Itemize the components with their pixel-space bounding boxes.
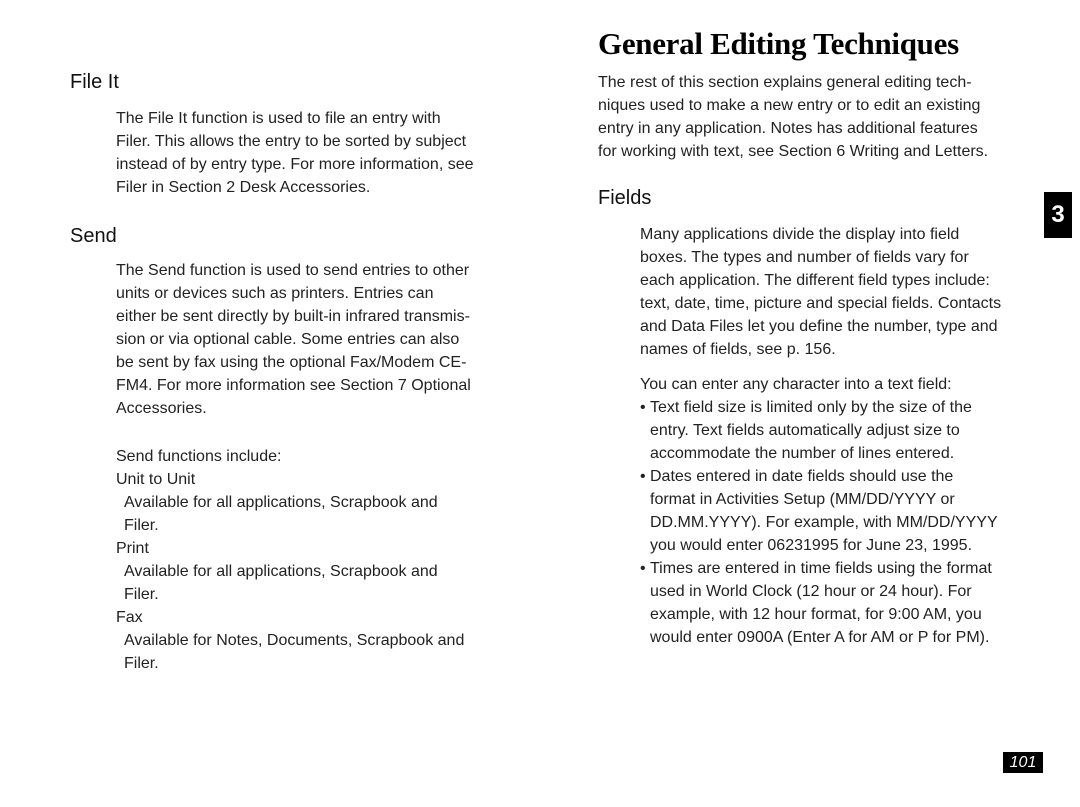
bullet-item xyxy=(640,557,998,649)
section-tab: 3 xyxy=(1044,192,1072,238)
text-line: boxes. The types and number of fields vary for xyxy=(640,249,969,266)
send-function-description: Filer. xyxy=(124,517,159,534)
text-line: and Data Files let you define the number, type and xyxy=(640,318,998,335)
text-line: The rest of this section explains general editing tech- xyxy=(598,74,972,91)
send-function-name: Print xyxy=(116,540,149,557)
send-function-description: Available for all applications, Scrapbook and xyxy=(124,494,438,511)
intro-paragraph xyxy=(598,71,988,163)
text-line: names of fields, see p. 156. xyxy=(640,341,836,358)
page-title: General Editing Techniques xyxy=(598,26,959,61)
bullet-icon: • xyxy=(640,468,646,485)
send-paragraph xyxy=(116,259,471,420)
enter-intro: You can enter any character into a text field: xyxy=(640,376,952,393)
text-line: Accessories. xyxy=(116,400,207,417)
text-line: sion or via optional cable. Some entries can also xyxy=(116,331,460,348)
text-line: The Send function is used to send entries to other xyxy=(116,262,470,279)
send-functions-list xyxy=(116,445,464,675)
text-line: used in World Clock (12 hour or 24 hour). For xyxy=(650,583,972,600)
file-it-heading: File It xyxy=(70,71,119,93)
text-line: accommodate the number of lines entered. xyxy=(650,445,955,462)
file-it-paragraph xyxy=(116,107,474,199)
text-line: entry in any application. Notes has additional features xyxy=(598,120,978,137)
text-line: Filer in Section 2 Desk Accessories. xyxy=(116,179,371,196)
text-line: The File It function is used to file an entry with xyxy=(116,110,441,127)
send-functions-intro: Send functions include: xyxy=(116,448,282,465)
bullet-item xyxy=(640,396,998,465)
send-function-description: Filer. xyxy=(124,586,159,603)
send-function-name: Unit to Unit xyxy=(116,471,196,488)
text-line: Many applications divide the display into field xyxy=(640,226,960,243)
text-line: text, date, time, picture and special fields. Contacts xyxy=(640,295,1002,312)
text-line: be sent by fax using the optional Fax/Modem CE- xyxy=(116,354,467,371)
send-function-description: Available for Notes, Documents, Scrapbook and xyxy=(124,632,465,649)
text-line: entry. Text fields automatically adjust size to xyxy=(650,422,960,439)
bullet-item xyxy=(640,465,998,557)
text-line: units or devices such as printers. Entries can xyxy=(116,285,434,302)
send-function-description: Filer. xyxy=(124,655,159,672)
text-line: for working with text, see Section 6 Writing and Letters. xyxy=(598,143,989,160)
fields-enter-list xyxy=(640,373,998,649)
send-function-name: Fax xyxy=(116,609,143,626)
text-line: Times are entered in time fields using the format xyxy=(650,560,992,577)
text-line: example, with 12 hour format, for 9:00 AM, you xyxy=(650,606,982,623)
bullet-icon: • xyxy=(640,399,646,416)
text-line: DD.MM.YYYY). For example, with MM/DD/YYYY xyxy=(650,514,998,531)
fields-heading: Fields xyxy=(598,187,652,209)
text-line: each application. The different field types include: xyxy=(640,272,990,289)
bullet-icon: • xyxy=(640,560,646,577)
text-line: instead of by entry type. For more information, see xyxy=(116,156,474,173)
text-line: would enter 0900A (Enter A for AM or P for PM). xyxy=(650,629,990,646)
text-line: Text field size is limited only by the size of the xyxy=(650,399,972,416)
page-number: 101 xyxy=(1003,752,1043,773)
text-line: you would enter 06231995 for June 23, 1995. xyxy=(650,537,973,554)
text-line: niques used to make a new entry or to edit an existing xyxy=(598,97,981,114)
text-line: Filer. This allows the entry to be sorted by subject xyxy=(116,133,467,150)
text-line: either be sent directly by built-in infrared transmis- xyxy=(116,308,470,325)
text-line: Dates entered in date fields should use the xyxy=(650,468,954,485)
send-function-description: Available for all applications, Scrapbook and xyxy=(124,563,438,580)
text-line: FM4. For more information see Section 7 Optional xyxy=(116,377,471,394)
send-heading: Send xyxy=(70,225,117,247)
text-line: format in Activities Setup (MM/DD/YYYY or xyxy=(650,491,955,508)
fields-paragraph xyxy=(640,223,1001,361)
